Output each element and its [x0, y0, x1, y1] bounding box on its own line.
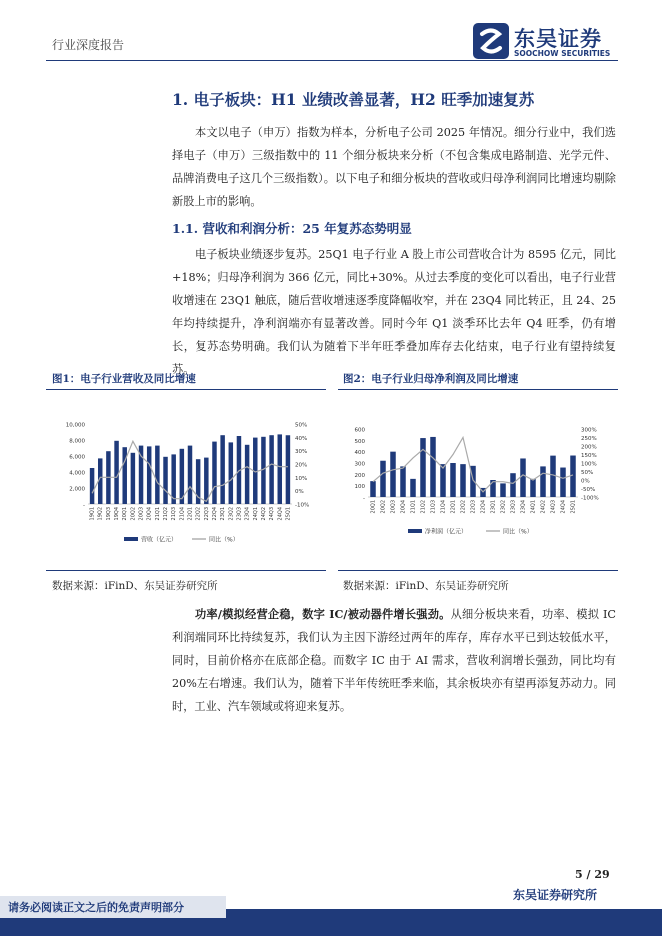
- logo-mark-icon: [472, 22, 510, 60]
- bar: [510, 473, 516, 497]
- x-tick-label: 21Q2: [163, 507, 170, 521]
- x-tick-label: 23Q1: [490, 500, 497, 514]
- figure-1-bottom-rule: [46, 570, 326, 571]
- x-tick-label: 20Q4: [146, 507, 153, 521]
- y-right-tick-label: 250%: [581, 436, 597, 442]
- chart-svg: [338, 392, 622, 570]
- bar: [269, 435, 273, 504]
- x-tick-label: 22Q1: [450, 500, 457, 514]
- x-tick-label: 24Q1: [530, 500, 537, 514]
- x-tick-label: 21Q1: [410, 500, 417, 514]
- y-right-tick-label: -100%: [581, 495, 599, 502]
- x-tick-label: 22Q3: [203, 507, 210, 521]
- legend-line-label: 同比（%）: [503, 528, 533, 536]
- y-left-tick-label: 4,000: [69, 470, 85, 477]
- x-tick-label: 21Q1: [154, 507, 161, 521]
- x-tick-label: 21Q4: [179, 507, 186, 521]
- sub-heading: 1.1. 营收和利润分析：25 年复苏态势明显: [172, 221, 412, 236]
- bar: [400, 466, 406, 497]
- y-left-tick-label: 8,000: [69, 438, 85, 445]
- bar: [220, 435, 224, 504]
- bar: [286, 435, 290, 504]
- x-tick-label: 24Q4: [277, 507, 284, 521]
- bar: [188, 446, 192, 504]
- x-tick-label: 20Q2: [380, 500, 387, 514]
- x-tick-label: 23Q4: [244, 507, 251, 521]
- x-tick-label: 20Q2: [130, 507, 137, 521]
- y-right-tick-label: 0%: [581, 478, 590, 485]
- bar: [114, 441, 118, 504]
- bar: [212, 442, 216, 504]
- body-paragraph: 电子板块业绩逐步复苏。25Q1 电子行业 A 股上市公司营收合计为 8595 亿元，同比+18%；归母净利润为 366 亿元，同比+30%。从过去季度的变化可以看出，电子行业营收增速在 23Q1 触底，随后营收增速逐季度降幅收窄，并在 23Q4 同比转正，且 24、25 年均持续提升，净利润端亦有显著改善。同时今年 Q1 淡季环比去年 Q4 旺季，仍有增长，复苏态势明确。我们认为随着下半年旺季叠加库存去化结束，电子行业有望持续复苏。: [172, 248, 616, 376]
- bar: [163, 457, 167, 504]
- figure-1-source: 数据来源：iFinD、东吴证券研究所: [52, 580, 218, 592]
- page-number: 5 / 29: [575, 868, 610, 881]
- y-right-tick-label: -10%: [295, 502, 310, 509]
- y-right-tick-label: 10%: [295, 475, 308, 482]
- chart-2: [338, 392, 622, 570]
- x-tick-label: 23Q3: [510, 500, 517, 514]
- intro-paragraph: 本文以电子（申万）指数为样本，分析电子公司 2025 年情况。细分行业中，我们选择电子（申万）三级指数中的 11 个细分板块来分析（不包含集成电路制造、光学元件、品牌消费电子这几个三级指数）。以下电子和细分板块的营收或归母净利润同比增速均剔除新股上市的影响。: [172, 126, 616, 208]
- x-tick-label: 19Q2: [97, 507, 104, 521]
- x-tick-label: 20Q4: [400, 500, 407, 514]
- x-tick-label: 23Q2: [228, 507, 235, 521]
- bar: [460, 464, 466, 497]
- x-tick-label: 22Q2: [195, 507, 202, 521]
- x-tick-label: 23Q4: [520, 500, 527, 514]
- bar: [520, 458, 526, 497]
- x-tick-label: 24Q2: [540, 500, 547, 514]
- bar: [550, 456, 556, 497]
- y-left-tick-label: 600: [354, 427, 365, 434]
- x-tick-label: 21Q3: [171, 507, 178, 521]
- x-tick-label: 21Q2: [420, 500, 427, 514]
- y-right-tick-label: -50%: [581, 487, 596, 493]
- x-tick-label: 22Q2: [460, 500, 467, 514]
- y-right-tick-label: 50%: [581, 470, 594, 476]
- figure-2-source: 数据来源：iFinD、东吴证券研究所: [343, 580, 509, 592]
- y-right-tick-label: 0%: [295, 489, 304, 496]
- bar: [530, 479, 536, 497]
- x-tick-label: 25Q1: [570, 500, 577, 514]
- x-tick-label: 22Q4: [211, 507, 218, 521]
- bar: [570, 456, 576, 497]
- figure-2-title: 图2：电子行业归母净利润及同比增速: [343, 373, 519, 385]
- x-tick-label: 19Q3: [105, 507, 112, 521]
- x-tick-label: 25Q1: [285, 507, 292, 521]
- y-right-tick-label: 200%: [581, 444, 597, 451]
- y-right-tick-label: 30%: [295, 449, 308, 456]
- bar: [430, 437, 436, 497]
- bar: [155, 446, 159, 504]
- bar: [204, 458, 208, 504]
- y-left-tick-label: -: [363, 495, 365, 502]
- y-left-tick-label: -: [83, 502, 85, 509]
- bar: [245, 445, 249, 504]
- bar: [380, 461, 386, 497]
- closing-text: 从细分板块来看，功率、模拟 IC 利润端同环比持续复苏，我们认为主因下游经过两年的库存，库存水平已到达较低水平，同时，目前价格亦在底部企稳。而数字 IC 由于 AI 需求，营收利润增长强劲，同比均有 20%左右增速。我们认为，随着下半年传统旺季来临，其余板块亦有望再添复苏动力。同时，工业、汽车领域或将迎来复苏。: [172, 608, 616, 713]
- y-right-tick-label: 50%: [295, 422, 308, 429]
- bar: [147, 446, 151, 504]
- x-tick-label: 24Q3: [550, 500, 557, 514]
- y-left-tick-label: 100: [354, 484, 365, 491]
- bar: [229, 442, 233, 504]
- y-left-tick-label: 300: [354, 461, 365, 468]
- chart-1: [46, 392, 330, 570]
- bar: [540, 466, 546, 497]
- logo-text: 东吴证券: [514, 27, 602, 51]
- x-tick-label: 23Q3: [236, 507, 243, 521]
- x-tick-label: 24Q1: [252, 507, 259, 521]
- footer-disclaimer: 请务必阅读正文之后的免责声明部分: [8, 901, 184, 914]
- x-tick-label: 20Q1: [370, 500, 377, 514]
- closing-paragraph: [172, 603, 616, 718]
- bar: [90, 468, 94, 504]
- bar: [410, 479, 416, 497]
- logo-subtext: SOOCHOW SECURITIES: [514, 49, 611, 58]
- header-category: 行业深度报告: [52, 38, 125, 52]
- bar: [420, 438, 426, 497]
- y-left-tick-label: 200: [354, 472, 365, 479]
- y-left-tick-label: 2,000: [69, 486, 85, 493]
- bar: [440, 464, 446, 497]
- figure-2-rule: [338, 389, 618, 390]
- x-tick-label: 23Q1: [220, 507, 227, 521]
- header-divider: [46, 60, 618, 61]
- y-right-tick-label: 20%: [295, 462, 308, 469]
- legend-bar-label: 营收（亿元）: [141, 536, 178, 544]
- bar: [500, 483, 506, 497]
- bar: [131, 453, 135, 504]
- bar: [122, 447, 126, 504]
- figure-1-rule: [46, 389, 326, 390]
- y-left-tick-label: 400: [354, 450, 365, 457]
- legend-bar-swatch: [408, 529, 422, 533]
- x-tick-label: 22Q4: [480, 500, 487, 514]
- footer-org: 东吴证券研究所: [513, 888, 598, 902]
- section-heading: 1. 电子板块：H1 业绩改善显著，H2 旺季加速复苏: [172, 90, 535, 109]
- bar: [450, 463, 456, 497]
- logo: [472, 22, 622, 62]
- legend-bar-swatch: [124, 537, 138, 541]
- y-right-tick-label: 40%: [295, 435, 308, 442]
- x-tick-label: 22Q1: [187, 507, 194, 521]
- bar: [390, 452, 396, 497]
- figure-1-title: 图1：电子行业营收及同比增速: [52, 373, 196, 385]
- chart-svg: [46, 392, 330, 570]
- y-left-tick-label: 6,000: [69, 454, 85, 461]
- bar: [560, 468, 566, 497]
- bar: [278, 434, 282, 504]
- x-tick-label: 21Q4: [440, 500, 447, 514]
- x-tick-label: 19Q4: [114, 507, 121, 521]
- legend-bar-label: 净利润（亿元）: [425, 528, 468, 536]
- y-right-tick-label: 300%: [581, 427, 597, 434]
- x-tick-label: 20Q3: [138, 507, 145, 521]
- x-tick-label: 24Q3: [269, 507, 276, 521]
- y-right-tick-label: 100%: [581, 461, 597, 468]
- y-left-tick-label: 10,000: [65, 422, 85, 429]
- x-tick-label: 24Q4: [560, 500, 567, 514]
- bar: [370, 481, 376, 497]
- x-tick-label: 20Q1: [122, 507, 129, 521]
- x-tick-label: 19Q1: [89, 507, 96, 521]
- y-left-tick-label: 500: [354, 438, 365, 445]
- x-tick-label: 21Q3: [430, 500, 437, 514]
- legend-line-label: 同比（%）: [209, 536, 239, 544]
- x-tick-label: 20Q3: [390, 500, 397, 514]
- y-right-tick-label: 150%: [581, 453, 597, 459]
- x-tick-label: 22Q3: [470, 500, 477, 514]
- x-tick-label: 24Q2: [260, 507, 267, 521]
- x-tick-label: 23Q2: [500, 500, 507, 514]
- figure-2-bottom-rule: [338, 570, 618, 571]
- closing-bold-lead: 功率/模拟经营企稳，数字 IC/被动器件增长强劲。: [195, 607, 451, 621]
